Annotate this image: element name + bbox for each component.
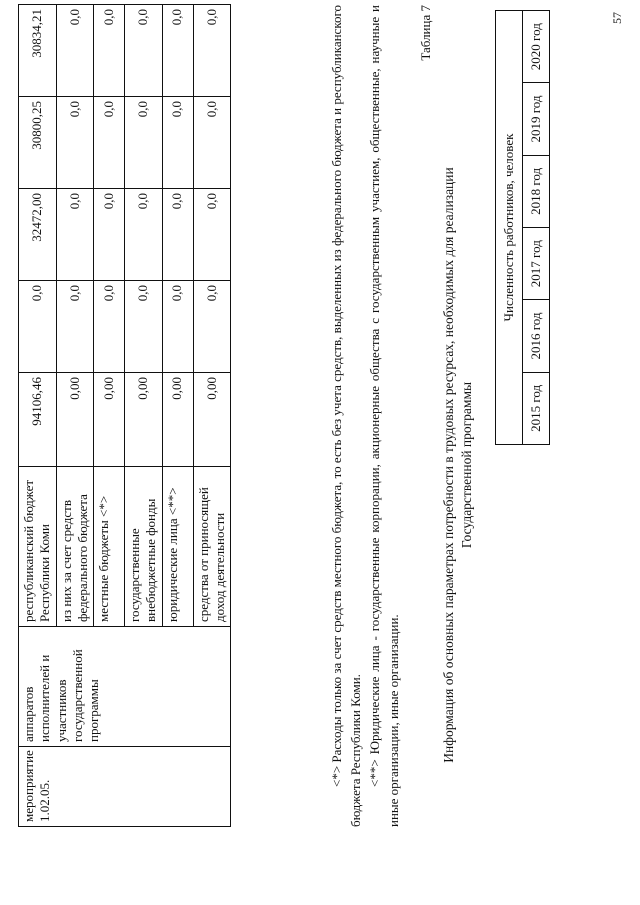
year-cell: 2020 год (523, 11, 550, 83)
value-cell: 0,0 (125, 281, 163, 373)
section-heading (440, 105, 476, 825)
value-cell: 0,00 (125, 373, 163, 467)
value-cell: 0,00 (94, 373, 125, 467)
table-row (523, 11, 550, 445)
value-cell: 32472,00 (19, 189, 57, 281)
heading-line: Информация об основных параметрах потребности в трудовых ресурсах, необходимых для реализации (441, 167, 456, 763)
value-cell: 0,0 (125, 189, 163, 281)
footnotes (328, 5, 403, 827)
value-cell: 0,0 (19, 281, 57, 373)
value-cell: 0,0 (162, 97, 193, 189)
funding-table (18, 4, 231, 827)
value-cell: 0,0 (193, 281, 231, 373)
year-cell: 2019 год (523, 83, 550, 155)
value-cell: 0,00 (193, 373, 231, 467)
year-cell: 2018 год (523, 155, 550, 227)
table-caption: Таблица 7 (418, 5, 433, 61)
staff-table (495, 10, 550, 445)
value-cell: 0,0 (94, 281, 125, 373)
footnote-legal-entities: <**> Юридические лица - государственные корпорации, акционерные общества с государственным участием, общественные, научные и иные организации, иные организации. (366, 5, 401, 827)
value-cell: 0,0 (94, 189, 125, 281)
value-cell: 0,0 (125, 5, 163, 97)
value-cell: 0,0 (193, 5, 231, 97)
heading-line: Государственной программы (459, 381, 475, 549)
value-cell: 0,0 (162, 189, 193, 281)
source-cell: средства от приносящей доход деятельности (193, 467, 231, 627)
year-cell: 2015 год (523, 372, 550, 444)
source-cell: из них за счет средств федерального бюджета (56, 467, 94, 627)
source-cell: юридические лица <**> (162, 467, 193, 627)
value-cell: 0,0 (94, 5, 125, 97)
source-cell: местные бюджеты <*> (94, 467, 125, 627)
staff-header-cell: Численность работников, человек (496, 11, 523, 445)
value-cell: 0,0 (162, 281, 193, 373)
year-cell: 2016 год (523, 300, 550, 372)
value-cell: 0,0 (94, 97, 125, 189)
value-cell: 0,0 (56, 97, 94, 189)
table-row (19, 5, 57, 827)
executor-cell: аппаратов исполнителей и участников государственной программы (19, 627, 231, 747)
footnote-local-budget: <*> Расходы только за счет средств местного бюджета, то есть без учета средств, выделенных из федерального бюджета и республиканского бюджета Республики Коми. (329, 5, 363, 827)
value-cell: 0,0 (56, 5, 94, 97)
value-cell: 0,0 (162, 5, 193, 97)
value-cell: 0,00 (56, 373, 94, 467)
year-cell: 2017 год (523, 228, 550, 300)
value-cell: 0,0 (56, 189, 94, 281)
value-cell: 94106,46 (19, 373, 57, 467)
value-cell: 30800,25 (19, 97, 57, 189)
measure-cell: мероприятие 1.02.05. (19, 747, 231, 827)
value-cell: 0,00 (162, 373, 193, 467)
value-cell: 0,0 (193, 189, 231, 281)
source-cell: республиканский бюджет Республики Коми (19, 467, 57, 627)
value-cell: 0,0 (125, 97, 163, 189)
value-cell: 0,0 (56, 281, 94, 373)
table-header-row (496, 11, 523, 445)
page-number: 57 (610, 12, 624, 24)
source-cell: государственные внебюджетные фонды (125, 467, 163, 627)
value-cell: 30834,21 (19, 5, 57, 97)
value-cell: 0,0 (193, 97, 231, 189)
